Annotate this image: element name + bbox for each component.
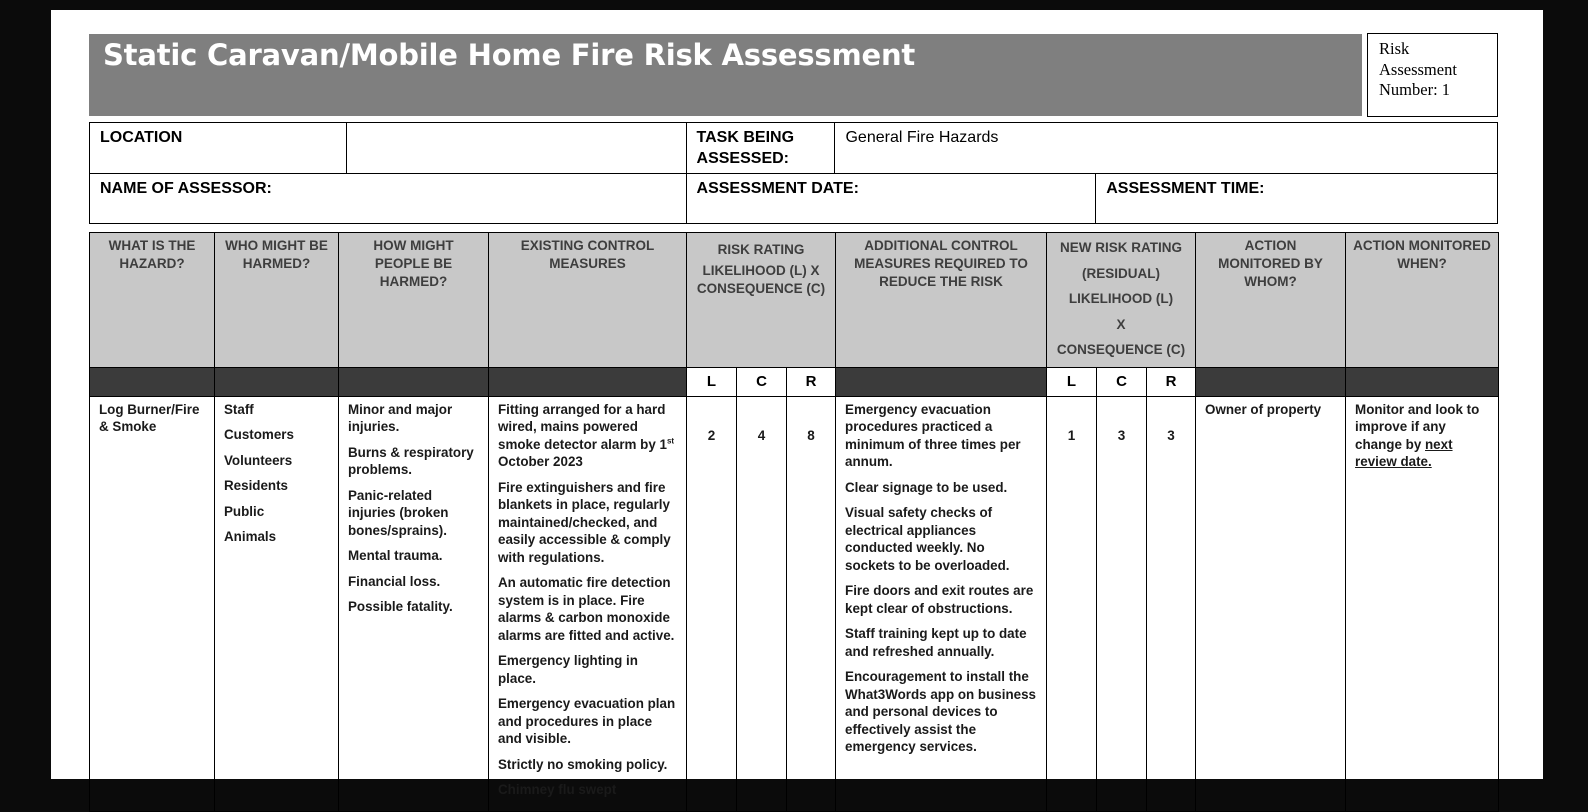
list-item: Emergency evacuation procedures practiced a minimum of three times per annum. [845,401,1021,469]
sub-blank [1346,367,1499,396]
cell-hazard: Log Burner/Fire & Smoke [90,396,215,811]
new-rating-line-2: (RESIDUAL) [1082,265,1161,281]
assessment-date-label: ASSESSMENT DATE: [686,174,1096,224]
existing-first-text: Fitting arranged for a hard wired, mains powered smoke detector alarm by 1 [498,401,667,452]
list-item: Minor and major injuries. [348,401,453,434]
info-table [89,122,1498,224]
sub-blank [1196,367,1346,396]
header-risk-rating [687,233,836,368]
cell-l: 2 [687,396,737,811]
sub-c: C [737,367,787,396]
list-item: An automatic fire detection system is in place. Fire alarms & carbon monoxide alarms are fitted and active. [498,575,675,643]
header-monitored-when: ACTION MONITORED WHEN? [1346,233,1499,368]
ra-line-1: Risk [1379,39,1410,58]
list-item: Fire extinguishers and fire blankets in place, regularly maintained/checked, and easily accessible & comply with regulations. [498,479,671,565]
header-how: HOW MIGHT PEOPLE BE HARMED? [339,233,489,368]
assessment-time-label: ASSESSMENT TIME: [1096,174,1498,224]
task-label [686,123,835,174]
header-hazard: WHAT IS THE HAZARD? [90,233,215,368]
header-new-risk-rating [1047,233,1196,368]
risk-table [89,232,1499,812]
cell-new-l: 1 [1047,396,1097,811]
sub-blank [836,367,1047,396]
list-item [498,401,677,471]
existing-first-end: October 2023 [498,454,583,469]
list-item: Mental trauma. [348,548,443,563]
cell-monitored-by: Owner of property [1196,396,1346,811]
cell-monitored-when [1346,396,1499,811]
cell-c: 4 [737,396,787,811]
header-who: WHO MIGHT BE HARMED? [215,233,339,368]
task-label-line-2: ASSESSED: [696,150,789,167]
list-item: Visual safety checks of electrical appliances conducted weekly. No sockets to be overloaded. [845,505,1010,573]
list-item: Emergency lighting in place. [498,653,638,686]
list-item: Staff [224,401,254,417]
list-item: Volunteers [224,452,293,468]
list-item: Financial loss. [348,573,441,589]
cell-existing [489,396,687,811]
list-item: Residents [224,478,288,493]
sub-new-c: C [1097,367,1147,396]
cell-additional [836,396,1047,811]
document-page [51,10,1543,797]
header-monitored-by: ACTION MONITORED BY WHOM? [1196,233,1346,368]
cell-r: 8 [787,396,836,811]
cell-new-c: 3 [1097,396,1147,811]
sub-blank [215,367,339,396]
sub-blank [489,367,687,396]
risk-rating-title: RISK RATING [717,242,805,257]
sub-blank [90,367,215,396]
list-item: Chimney flu swept [498,782,617,797]
list-item: Public [224,503,265,519]
assessor-label: NAME OF ASSESSOR: [90,174,687,224]
cell-who [215,396,339,811]
next-review-date: next review date. [1355,436,1453,469]
new-rating-line-3: LIKELIHOOD (L) [1068,291,1174,306]
list-item: Customers [224,427,294,442]
sub-l: L [687,367,737,396]
list-item: Encouragement to install the What3Words app on business and personal devices to effectively assist the emergency services. [845,669,1036,754]
title-bar [89,34,1362,116]
table-row [90,396,1499,811]
cell-how [339,396,489,811]
task-value[interactable]: General Fire Hazards [835,123,1498,174]
new-rating-line-4: X [1116,316,1126,332]
location-value[interactable] [346,123,686,174]
list-item: Animals [224,529,277,544]
risk-rating-sub: LIKELIHOOD (L) X CONSEQUENCE (C) [696,263,826,296]
risk-assessment-number-box [1367,33,1498,117]
sub-r: R [787,367,836,396]
list-item: Emergency evacuation plan and procedures in place and visible. [498,696,676,746]
sub-new-l: L [1047,367,1097,396]
list-item: Burns & respiratory problems. [348,444,474,477]
list-item: Strictly no smoking policy. [498,756,668,772]
sub-blank [339,367,489,396]
list-item: Panic-related injuries (broken bones/sprains). [348,487,449,538]
page-title: Static Caravan/Mobile Home Fire Risk Assessment [103,38,916,72]
new-rating-line-1: NEW RISK RATING [1060,240,1183,255]
existing-first-sup: st [666,436,675,446]
header-additional: ADDITIONAL CONTROL MEASURES REQUIRED TO REDUCE THE RISK [836,233,1047,368]
header-existing: EXISTING CONTROL MEASURES [489,233,687,368]
location-label: LOCATION [90,123,347,174]
sub-new-r: R [1147,367,1196,396]
list-item: Clear signage to be used. [845,479,1008,495]
new-rating-line-5: CONSEQUENCE (C) [1056,342,1186,357]
list-item: Fire doors and exit routes are kept clear of obstructions. [845,583,1034,616]
task-label-line-1: TASK BEING [696,129,795,146]
cell-new-r: 3 [1147,396,1196,811]
ra-line-3: Number: 1 [1379,80,1451,99]
ra-line-2: Assessment [1379,59,1457,79]
list-item: Staff training kept up to date and refreshed annually. [845,626,1027,659]
list-item: Possible fatality. [348,599,453,614]
monitored-when-text: Monitor and look to improve if any change by [1355,401,1480,452]
